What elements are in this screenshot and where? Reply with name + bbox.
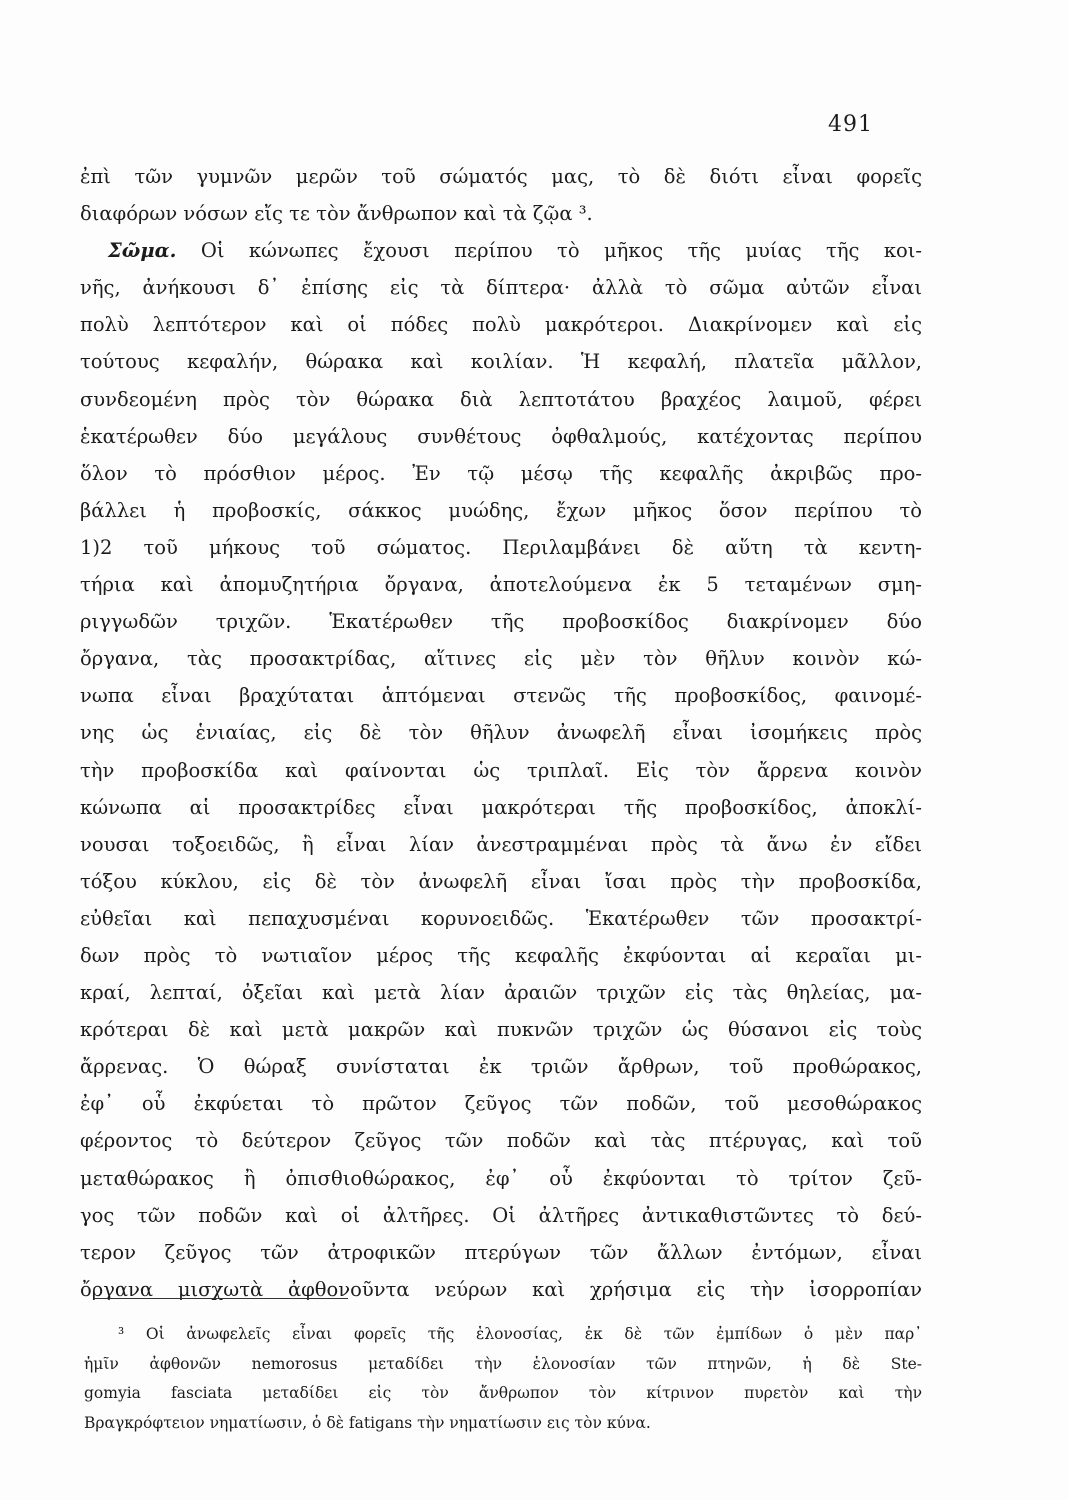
text-line: ριγγωδῶν τριχῶν. Ἑκατέρωθεν τῆς προβοσκίδος διακρίνομεν δύο: [80, 610, 922, 634]
body-text: [80, 158, 922, 1308]
text-line: τόξου κύκλου, εἰς δὲ τὸν ἀνωφελῆ εἶναι ἴσαι πρὸς τὴν προβοσκίδα,: [80, 869, 922, 893]
section-head-line: [80, 232, 922, 269]
text-line: γος τῶν ποδῶν καὶ οἱ ἀλτῆρες. Οἱ ἀλτῆρες ἀντικαθιστῶντες τὸ δεύ-: [80, 1203, 922, 1227]
text-line: διαφόρων νόσων εἴς τε τὸν ἄνθρωπον καὶ τὰ ζῷα ³.: [80, 202, 593, 226]
footnote-line: ἡμῖν ἀφθονῶν nemorosus μεταδίδει τὴν ἑλονοσίαν τῶν πτηνῶν, ἡ δὲ Ste-: [84, 1354, 922, 1373]
text-line: εὐθεῖαι καὶ πεπαχυσμέναι κορυνοειδῶς. Ἑκατέρωθεν τῶν προσακτρί-: [80, 906, 922, 930]
text-line: φέροντος τὸ δεύτερον ζεῦγος τῶν ποδῶν καὶ τὰς πτέρυγας, καὶ τοῦ: [80, 1129, 922, 1153]
text-line: ἐπὶ τῶν γυμνῶν μερῶν τοῦ σώματός μας, τὸ δὲ διότι εἶναι φορεῖς: [80, 165, 922, 188]
footnote-line: Βραγκρόφτειον νηματίωσιν, ὁ δὲ fatigans τὴν νηματίωσιν εις τὸν κύνα.: [84, 1413, 651, 1432]
text-line: ἐφ᾽ οὗ ἐκφύεται τὸ πρῶτον ζεῦγος τῶν ποδῶν, τοῦ μεσοθώρακος: [80, 1092, 922, 1116]
text-line: ὄργανα μισχωτὰ ἀφθονοῦντα νεύρων καὶ χρήσιμα εἰς τὴν ἰσορροπίαν: [80, 1277, 922, 1301]
footnote-line: gomyia fasciata μεταδίδει εἰς τὸν ἄνθρωπον τὸν κίτρινον πυρετὸν καὶ τὴν: [84, 1384, 922, 1402]
text-line: ἑκατέρωθεν δύο μεγάλους συνθέτους ὀφθαλμούς, κατέχοντας περίπου: [80, 424, 922, 448]
text-line: μεταθώρακος ἢ ὀπισθιοθώρακος, ἐφ᾽ οὗ ἐκφύονται τὸ τρίτον ζεῦ-: [80, 1166, 922, 1190]
text-line: κώνωπα αἱ προσακτρίδες εἶναι μακρότεραι τῆς προβοσκίδος, ἀποκλί-: [80, 795, 922, 819]
text-line: τερον ζεῦγος τῶν ἀτροφικῶν πτερύγων τῶν ἄλλων ἐντόμων, εἶναι: [80, 1240, 922, 1264]
text-line: τήρια καὶ ἀπομυζητήρια ὄργανα, ἀποτελούμενα ἐκ 5 τεταμένων σμη-: [80, 573, 922, 597]
text-line: ὅλον τὸ πρόσθιον μέρος. Ἐν τῷ μέσῳ τῆς κεφαλῆς ἀκριβῶς προ-: [80, 461, 922, 485]
text-line: νης ὡς ἑνιαίας, εἰς δὲ τὸν θῆλυν ἀνωφελῆ εἶναι ἰσομήκεις πρὸς: [80, 721, 922, 745]
text-line: νῆς, ἀνήκουσι δ᾽ ἐπίσης εἰς τὰ δίπτερα· ἀλλὰ τὸ σῶμα αὐτῶν εἶναι: [80, 276, 922, 300]
footnote-line: ³ Οἱ ἀνωφελεῖς εἶναι φορεῖς τῆς ἑλονοσίας, ἐκ δὲ τῶν ἐμπίδων ὁ μὲν παρ᾽: [118, 1325, 922, 1343]
text-line: τὴν προβοσκίδα καὶ φαίνονται ὡς τριπλαῖ. Εἰς τὸν ἄρρενα κοινὸν: [80, 758, 922, 782]
footnotes: [84, 1320, 922, 1438]
section-heading: Σῶμα.: [108, 239, 177, 263]
text-line: κρότεραι δὲ καὶ μετὰ μακρῶν καὶ πυκνῶν τριχῶν ὡς θύσανοι εἰς τοὺς: [80, 1018, 922, 1042]
text-line: νουσαι τοξοειδῶς, ἢ εἶναι λίαν ἀνεστραμμέναι πρὸς τὰ ἄνω ἐν εἴδει: [80, 832, 922, 856]
text-line: Οἱ κώνωπες ἔχουσι περίπου τὸ μῆκος τῆς μυίας τῆς κοι-: [200, 239, 922, 263]
footnote-divider: [94, 1298, 348, 1299]
text-line: πολὺ λεπτότερον καὶ οἱ πόδες πολὺ μακρότεροι. Διακρίνομεν καὶ εἰς: [80, 313, 922, 337]
text-line: ἄρρενας. Ὁ θώραξ συνίσταται ἐκ τριῶν ἄρθρων, τοῦ προθώρακος,: [80, 1055, 922, 1079]
page-number: 491: [828, 112, 873, 137]
text-line: τούτους κεφαλήν, θώρακα καὶ κοιλίαν. Ἡ κεφαλή, πλατεῖα μᾶλλον,: [80, 350, 922, 374]
text-line: δων πρὸς τὸ νωτιαῖον μέρος τῆς κεφαλῆς ἐκφύονται αἱ κεραῖαι μι-: [80, 943, 922, 967]
text-line: κραί, λεπταί, ὀξεῖαι καὶ μετὰ λίαν ἀραιῶν τριχῶν εἰς τὰς θηλείας, μα-: [80, 981, 922, 1005]
text-line: βάλλει ἡ προβοσκίς, σάκκος μυώδης, ἔχων μῆκος ὅσον περίπου τὸ: [80, 498, 922, 522]
text-line: 1)2 τοῦ μήκους τοῦ σώματος. Περιλαμβάνει δὲ αὕτη τὰ κεντη-: [80, 535, 922, 559]
text-line: νωπα εἶναι βραχύταται ἁπτόμεναι στενῶς τῆς προβοσκίδος, φαινομέ-: [80, 684, 922, 708]
text-line: ὄργανα, τὰς προσακτρίδας, αἵτινες εἰς μὲν τὸν θῆλυν κοινὸν κώ-: [80, 647, 922, 671]
text-line: συνδεομένη πρὸς τὸν θώρακα διὰ λεπτοτάτου βραχέος λαιμοῦ, φέρει: [80, 387, 922, 411]
